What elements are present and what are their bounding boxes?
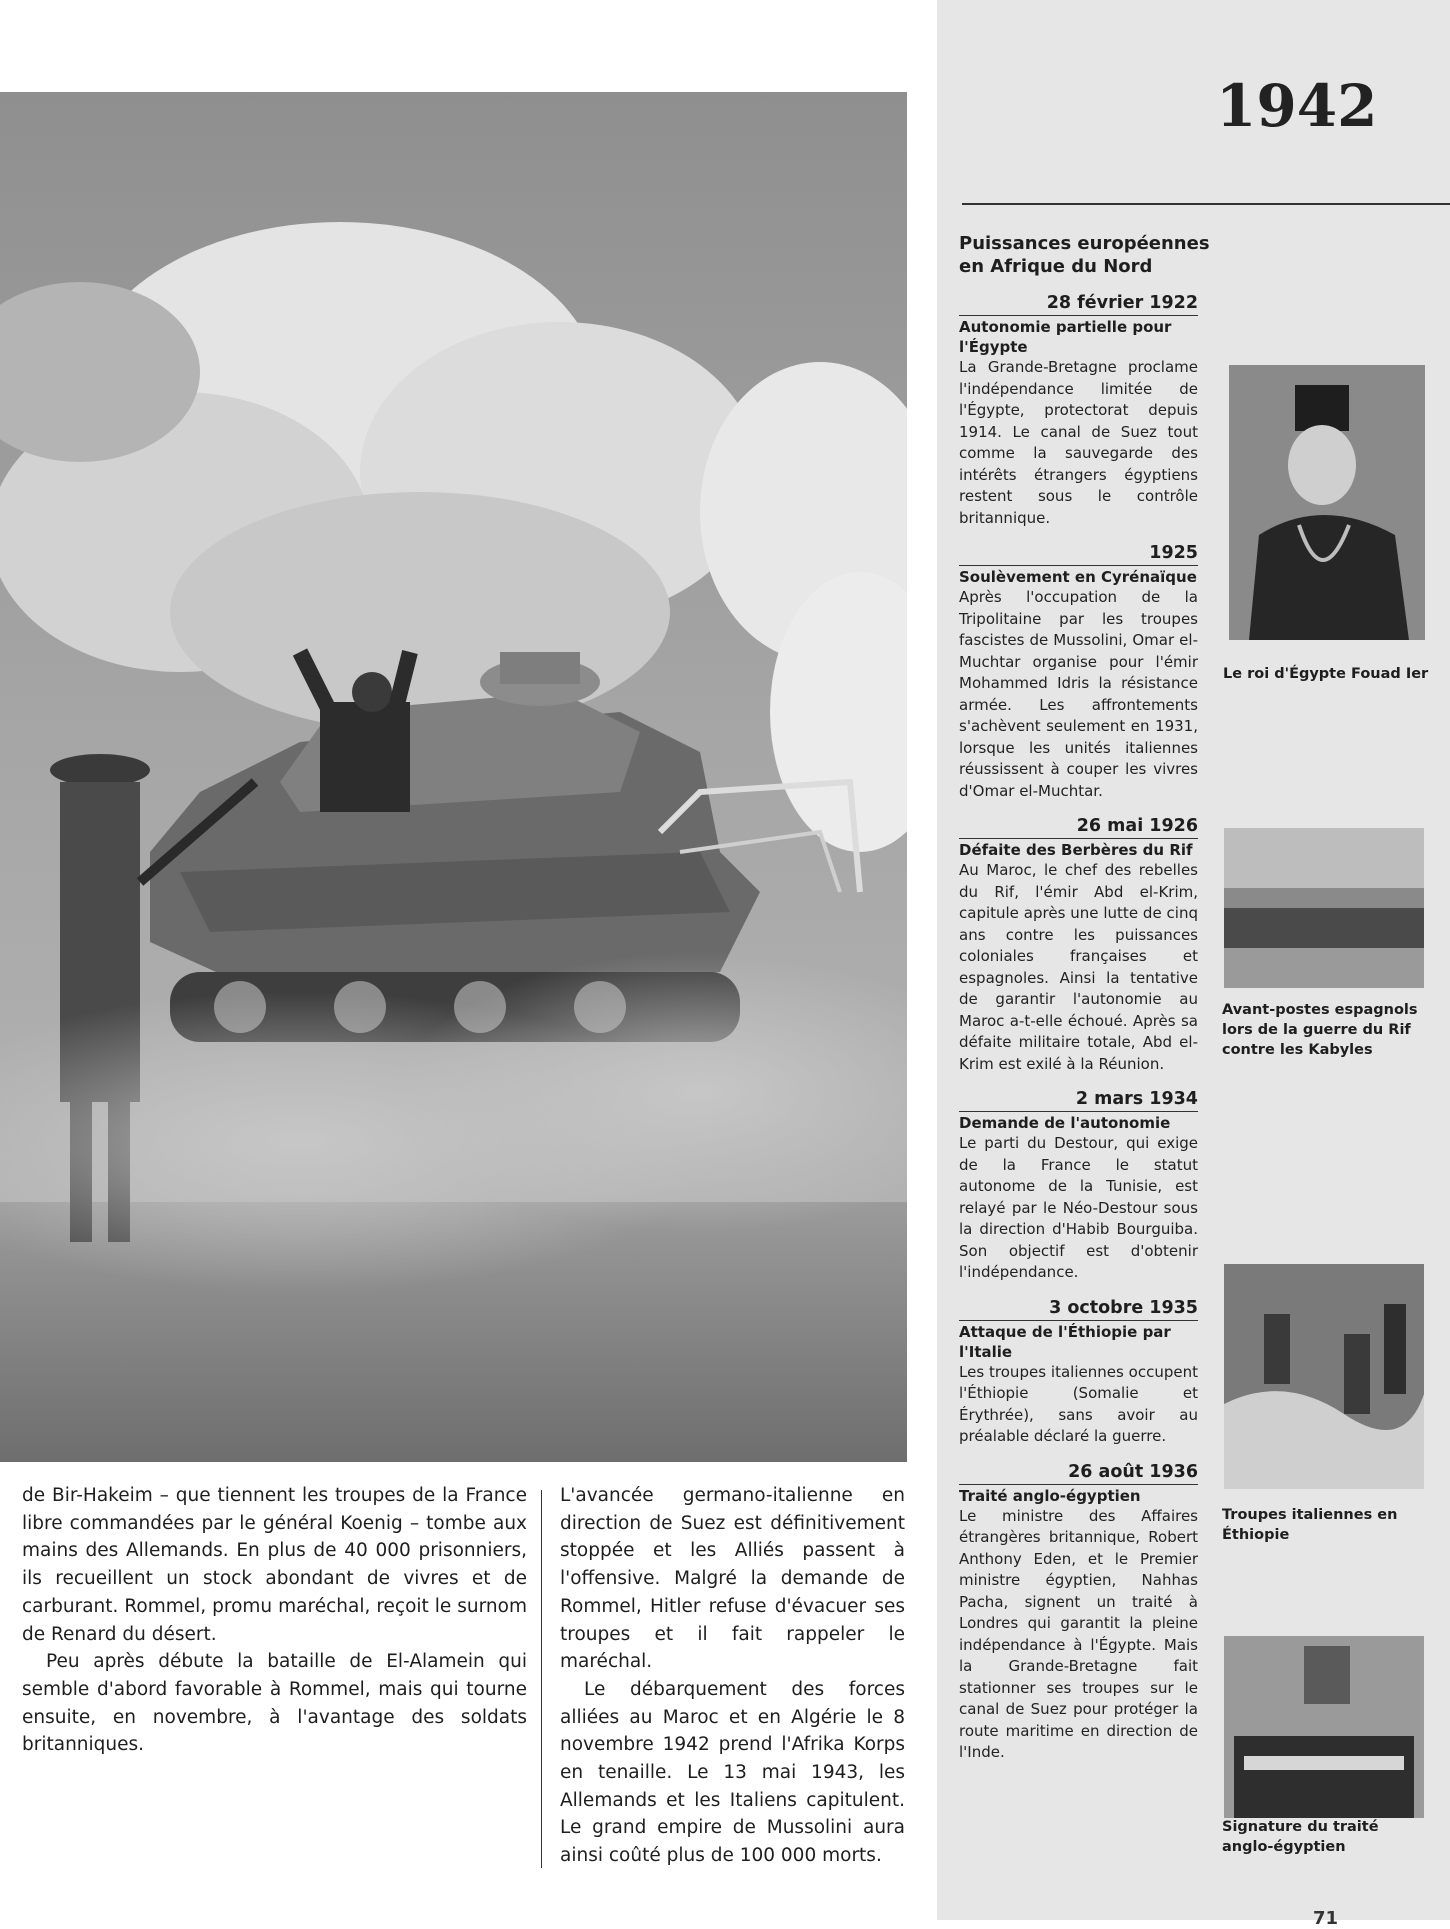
event-text: Après l'occupation de la Tripolitaine par les troupes fascistes de Mussolini, Omar el-Muchtar organise pour l'émir Mohammed Idris la résistance armée. Les affrontements s'achèvent seulement en 1931, lorsque les unités italiennes réussissent à couper les vivres d'Omar el-Muchtar. xyxy=(959,588,1198,800)
troops-illustration xyxy=(1224,828,1424,988)
event-text: Au Maroc, le chef des rebelles du Rif, l'émir Abd el-Krim, capitule après une lutte de cinq ans contre les puissances coloniales françaises et espagnoles. Ainsi la tentative de garantir l'autonomie au Maroc a-t-elle échoué. Après sa défaite militaire totale, Abd el-Krim est exilé à la Réunion. xyxy=(959,861,1198,1073)
body-paragraph: Peu après débute la bataille de El-Alamein qui semble d'abord favorable à Rommel, mais qui tourne ensuite, en novembre, à l'avantage des soldats britanniques. xyxy=(22,1651,527,1756)
event-headline: Soulèvement en Cyrénaïque xyxy=(959,568,1197,586)
caption-ethiopie: Troupes italiennes en Éthiopie xyxy=(1222,1507,1398,1543)
event-text: Le parti du Destour, qui exige de la France le statut autonome de la Tunisie, est relayé par le Néo-Destour sous la direction d'Habib Bourguiba. Son objectif est d'obtenir l'indépendance. xyxy=(959,1134,1198,1281)
page-number: 71 xyxy=(1313,1908,1339,1929)
event-item xyxy=(959,816,1198,1075)
event-date: 3 octobre 1935 xyxy=(959,1298,1198,1321)
body-paragraph: L'avancée germano-italienne en direction de Suez est définitivement stoppée et les Alliés passent à l'offensive. Malgré la demande de Rommel, Hitler refuse d'évacuer ses troupes et il fait rappeler le maréchal. xyxy=(560,1485,905,1673)
year-heading: 1942 xyxy=(1216,72,1378,140)
column-divider xyxy=(541,1490,542,1868)
ethiopia-illustration xyxy=(1224,1264,1424,1489)
event-headline: Défaite des Berbères du Rif xyxy=(959,841,1193,859)
event-text: Les troupes italiennes occupent l'Éthiopie (Somalie et Érythrée), sans avoir au préalable déclaré la guerre. xyxy=(959,1362,1198,1445)
event-headline: Attaque de l'Éthiopie par l'Italie xyxy=(959,1322,1171,1361)
photo-rif-outposts xyxy=(1224,828,1424,988)
tank-photo-illustration xyxy=(0,92,907,1462)
sidebar-rule xyxy=(962,203,1450,205)
event-item xyxy=(959,1462,1198,1764)
event-headline: Demande de l'autonomie xyxy=(959,1114,1171,1132)
event-text: Le ministre des Affaires étrangères britannique, Robert Anthony Eden, et le Premier ministre égyptien, Nahhas Pacha, signent un traité à Londres qui garantit la pleine indépendance à l'Égypte. Mais la Grande-Bretagne fait stationner ses troupes sur le canal de Suez pour protéger la route maritime en direction de l'Inde. xyxy=(959,1506,1198,1761)
event-headline: Autonomie partielle pour l'Égypte xyxy=(959,318,1172,356)
event-date: 28 février 1922 xyxy=(959,293,1198,316)
caption-rif: Avant-postes espagnols lors de la guerre du Rif contre les Kabyles xyxy=(1222,1002,1418,1058)
caption-traite: Signature du traité anglo-égyptien xyxy=(1222,1819,1379,1855)
body-column-1 xyxy=(22,1482,527,1759)
event-date: 26 mai 1926 xyxy=(959,816,1198,839)
treaty-illustration xyxy=(1224,1636,1424,1818)
photo-king-fouad xyxy=(1229,365,1425,640)
body-paragraph: Le débarquement des forces alliées au Maroc et en Algérie le 8 novembre 1942 prend l'Afrika Korps en tenaille. Le 13 mai 1943, les Allemands et les Italiens capitulent. Le grand empire de Mussolini aura ainsi coûté plus de 100 000 morts. xyxy=(560,1678,905,1867)
caption-fouad: Le roi d'Égypte Fouad Ier xyxy=(1223,666,1429,682)
event-list xyxy=(959,293,1198,1778)
photo-treaty-signing xyxy=(1224,1636,1424,1818)
event-date: 1925 xyxy=(959,543,1198,566)
event-item xyxy=(959,543,1198,802)
body-paragraph: de Bir-Hakeim – que tiennent les troupes de la France libre commandées par le général Koenig – tombe aux mains des Allemands. En plus de 40 000 prisonniers, ils recueillent un stock abondant de vivres et de carburant. Rommel, promu maréchal, reçoit le surnom de Renard du désert. xyxy=(22,1485,527,1645)
sidebar-title: Puissances européennes en Afrique du Nord xyxy=(959,233,1210,277)
portrait-illustration xyxy=(1229,365,1425,640)
main-photo-desert-tank xyxy=(0,92,907,1462)
event-headline: Traité anglo-égyptien xyxy=(959,1486,1141,1505)
event-date: 26 août 1936 xyxy=(959,1462,1198,1485)
body-column-2 xyxy=(560,1482,905,1870)
event-item xyxy=(959,293,1198,529)
event-item xyxy=(959,1089,1198,1284)
photo-ethiopia-troops xyxy=(1224,1264,1424,1489)
event-item xyxy=(959,1298,1198,1448)
event-date: 2 mars 1934 xyxy=(959,1089,1198,1112)
event-text: La Grande-Bretagne proclame l'indépendance limitée de l'Égypte, protectorat depuis 1914. Le canal de Suez tout comme la sauvegarde des intérêts étrangers égyptiens restent sous le contrôle britannique. xyxy=(959,358,1198,527)
